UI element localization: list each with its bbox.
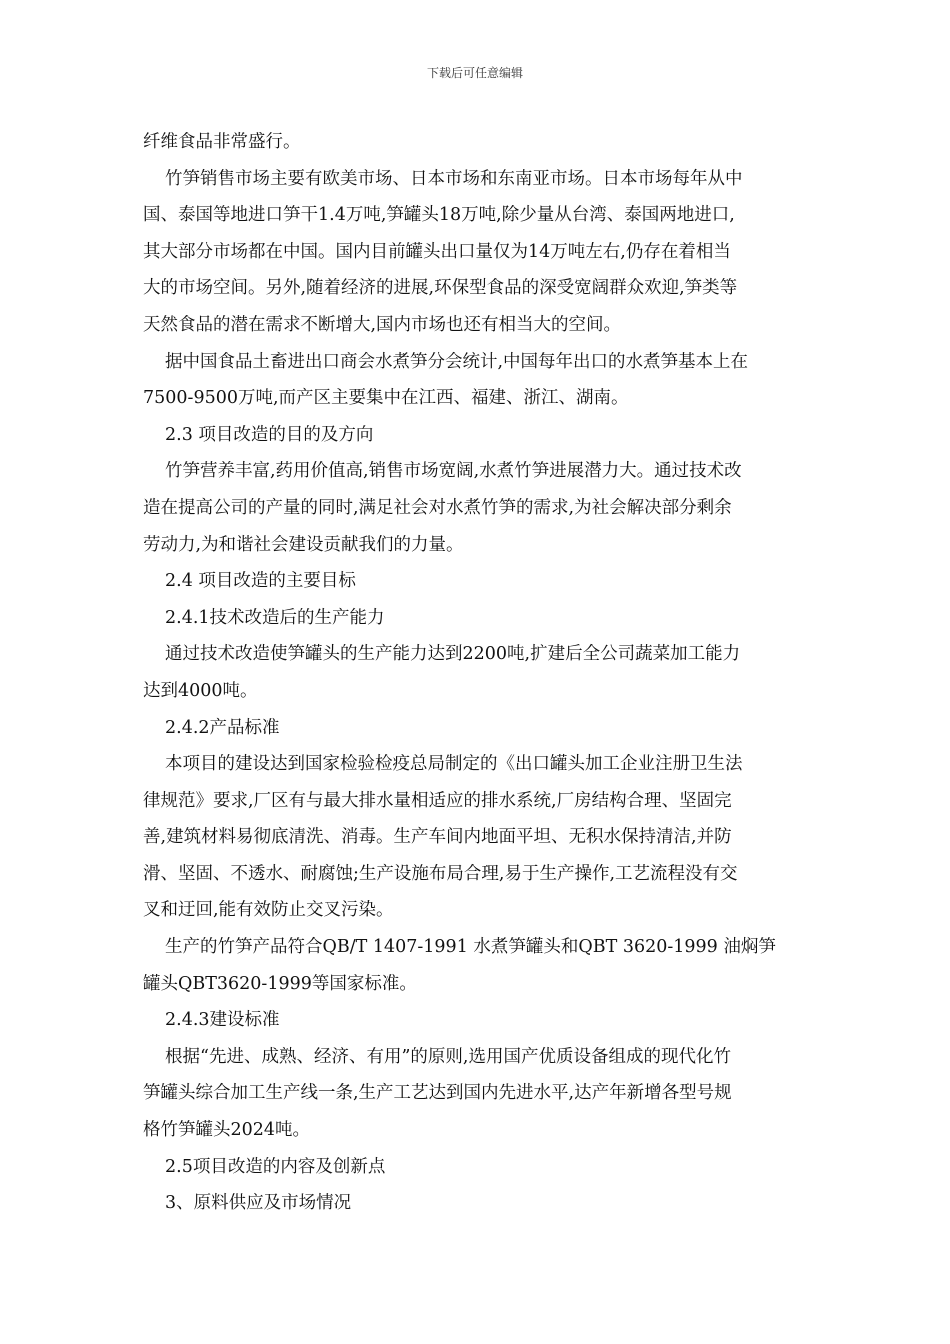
text-line: 7500-9500万吨,而产区主要集中在江西、福建、浙江、湖南。 (143, 388, 629, 409)
document-body (143, 124, 813, 1222)
text-line: 善,建筑材料易彻底清洗、消毒。生产车间内地面平坦、无积水保持清洁,并防 (143, 827, 732, 848)
text-line: 天然食品的潜在需求不断增大,国内市场也还有相当大的空间。 (143, 314, 622, 335)
text-line: 2.4.1技术改造后的生产能力 (165, 607, 385, 628)
text-line: 竹笋营养丰富,药用价值高,销售市场宽阔,水煮竹笋进展潜力大。通过技术改 (165, 461, 742, 482)
text-line: 纤维食品非常盛行。 (143, 132, 301, 152)
text-line: 根据“先进、成熟、经济、有用”的原则,选用国产优质设备组成的现代化竹 (165, 1046, 731, 1067)
text-line: 2.5项目改造的内容及创新点 (165, 1156, 386, 1177)
text-line: 格竹笋罐头2024吨。 (143, 1120, 311, 1141)
text-line: 2.4.2产品标准 (165, 717, 280, 738)
text-line: 叉和迂回,能有效防止交叉污染。 (143, 900, 394, 921)
text-line: 律规范》要求,厂区有与最大排水量相适应的排水系统,厂房结构合理、坚固完 (143, 790, 732, 811)
text-line: 滑、坚固、不透水、耐腐蚀;生产设施布局合理,易于生产操作,工艺流程没有交 (143, 863, 738, 884)
text-line: 生产的竹笋产品符合QB/T 1407-1991 水煮笋罐头和QBT 3620-1999 油焖笋 (165, 937, 776, 958)
text-line: 劳动力,为和谐社会建设贡献我们的力量。 (143, 534, 464, 555)
text-line: 其大部分市场都在中国。国内目前罐头出口量仅为14万吨左右,仍存在着相当 (143, 241, 731, 262)
text-line: 通过技术改造使笋罐头的生产能力达到2200吨,扩建后全公司蔬菜加工能力 (165, 644, 741, 665)
text-line: 造在提高公司的产量的同时,满足社会对水煮竹笋的需求,为社会解决部分剩余 (143, 497, 732, 518)
page-header: 下载后可任意编辑 (426, 66, 523, 80)
text-line: 国、泰国等地进口笋干1.4万吨,笋罐头18万吨,除少量从台湾、泰国两地进口, (143, 205, 735, 226)
text-line: 达到4000吨。 (143, 680, 258, 701)
text-line: 竹笋销售市场主要有欧美市场、日本市场和东南亚市场。日本市场每年从中 (165, 168, 743, 189)
text-line: 据中国食品土畜进出口商会水煮笋分会统计,中国每年出口的水煮笋基本上在 (165, 351, 749, 372)
text-line: 3、原料供应及市场情况 (165, 1193, 352, 1214)
text-line: 大的市场空间。另外,随着经济的进展,环保型食品的深受宽阔群众欢迎,笋类等 (143, 278, 738, 299)
text-line: 本项目的建设达到国家检验检疫总局制定的《出口罐头加工企业注册卫生法 (165, 754, 743, 775)
text-line: 2.3 项目改造的目的及方向 (165, 424, 374, 445)
text-line: 2.4 项目改造的主要目标 (165, 571, 356, 592)
text-line: 罐头QBT3620-1999等国家标准。 (143, 973, 417, 994)
text-line: 笋罐头综合加工生产线一条,生产工艺达到国内先进水平,达产年新增各型号规 (143, 1083, 732, 1104)
text-line: 2.4.3建设标准 (165, 1010, 280, 1031)
